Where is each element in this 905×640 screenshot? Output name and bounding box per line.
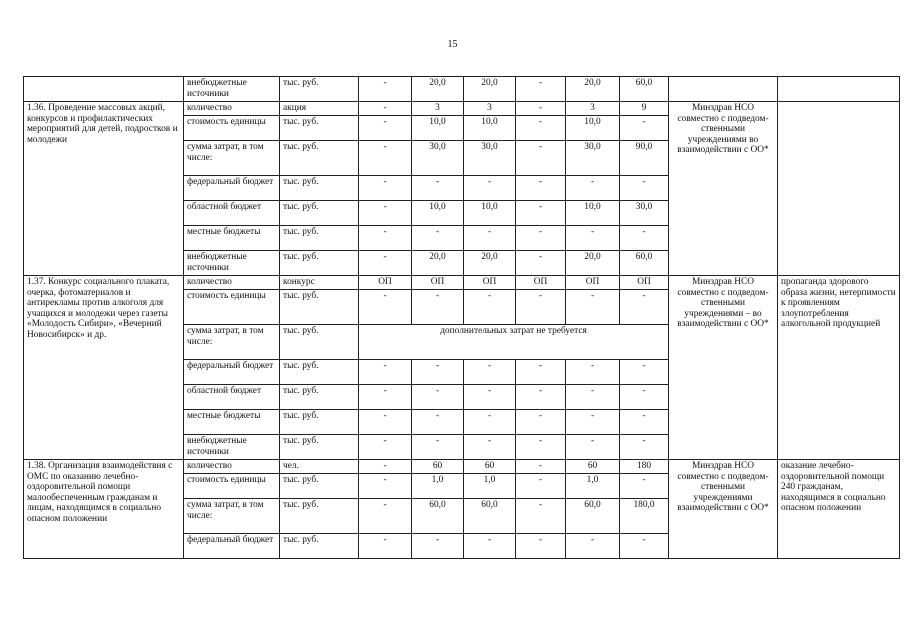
value-cell: 10,0	[412, 201, 464, 226]
value-cell: 20,0	[412, 251, 464, 276]
value-cell: -	[566, 290, 620, 325]
value-cell: -	[464, 176, 516, 201]
value-cell: -	[516, 251, 566, 276]
value-cell: -	[516, 290, 566, 325]
value-cell: 60	[566, 460, 620, 474]
value-cell: -	[566, 410, 620, 435]
value-cell: -	[359, 176, 412, 201]
value-cell: 30,0	[566, 141, 620, 176]
value-cell: -	[359, 102, 412, 116]
unit-cell: тыс. руб.	[280, 226, 359, 251]
value-cell: 10,0	[566, 116, 620, 141]
table-row	[24, 102, 900, 116]
value-cell: -	[516, 410, 566, 435]
value-cell: -	[620, 474, 669, 499]
unit-cell: тыс. руб.	[280, 141, 359, 176]
value-cell: -	[566, 176, 620, 201]
value-cell: 180,0	[620, 499, 669, 534]
executor-cell	[669, 77, 778, 102]
merged-note-cell: дополнительных затрат не требуется	[359, 325, 669, 360]
value-cell: -	[516, 116, 566, 141]
indicator-cell: сумма затрат, в том числе:	[184, 325, 280, 360]
indicator-cell: сумма затрат, в том числе:	[184, 141, 280, 176]
value-cell: -	[566, 435, 620, 460]
unit-cell: тыс. руб.	[280, 251, 359, 276]
value-cell: -	[412, 360, 464, 385]
value-cell: 1,0	[412, 474, 464, 499]
unit-cell: конкурс	[280, 276, 359, 290]
value-cell: 20,0	[464, 251, 516, 276]
value-cell: -	[620, 116, 669, 141]
value-cell: 60,0	[464, 499, 516, 534]
value-cell: -	[464, 534, 516, 559]
value-cell: -	[516, 360, 566, 385]
value-cell: 3	[464, 102, 516, 116]
value-cell: -	[516, 385, 566, 410]
value-cell: -	[412, 435, 464, 460]
value-cell: -	[516, 499, 566, 534]
value-cell: 3	[566, 102, 620, 116]
indicator-cell: стоимость единицы	[184, 290, 280, 325]
unit-cell: акция	[280, 102, 359, 116]
value-cell: -	[359, 141, 412, 176]
value-cell: -	[566, 534, 620, 559]
value-cell: -	[464, 360, 516, 385]
unit-cell: тыс. руб.	[280, 499, 359, 534]
value-cell: 20,0	[566, 77, 620, 102]
value-cell: -	[620, 290, 669, 325]
indicator-cell: количество	[184, 276, 280, 290]
page-number: 15	[447, 39, 458, 50]
value-cell: 60,0	[412, 499, 464, 534]
value-cell: ОП	[566, 276, 620, 290]
indicator-cell: внебюджетные источники	[184, 77, 280, 102]
value-cell: -	[359, 77, 412, 102]
indicator-cell: количество	[184, 460, 280, 474]
value-cell: ОП	[464, 276, 516, 290]
value-cell: 60	[412, 460, 464, 474]
indicator-cell: количество	[184, 102, 280, 116]
indicator-cell: стоимость единицы	[184, 116, 280, 141]
value-cell: -	[359, 226, 412, 251]
unit-cell: тыс. руб.	[280, 201, 359, 226]
value-cell: -	[359, 360, 412, 385]
value-cell: -	[412, 226, 464, 251]
unit-cell: тыс. руб.	[280, 534, 359, 559]
value-cell: -	[620, 385, 669, 410]
value-cell: 1,0	[566, 474, 620, 499]
value-cell: 60	[464, 460, 516, 474]
value-cell: -	[359, 290, 412, 325]
value-cell: 30,0	[464, 141, 516, 176]
value-cell: 30,0	[412, 141, 464, 176]
value-cell: ОП	[359, 276, 412, 290]
unit-cell: чел.	[280, 460, 359, 474]
value-cell: -	[464, 410, 516, 435]
executor-cell: Минздрав НСО совместно с подведом-ственными учреждениями взаимодействии с ОО*	[669, 460, 778, 559]
value-cell: -	[359, 474, 412, 499]
value-cell: -	[516, 435, 566, 460]
activity-cell	[24, 77, 184, 102]
table-row	[24, 276, 900, 290]
value-cell: -	[412, 176, 464, 201]
value-cell: ОП	[412, 276, 464, 290]
value-cell: -	[464, 385, 516, 410]
value-cell: -	[620, 534, 669, 559]
value-cell: -	[516, 141, 566, 176]
result-cell	[778, 77, 900, 102]
result-cell	[778, 102, 900, 276]
value-cell: -	[516, 102, 566, 116]
indicator-cell: федеральный бюджет	[184, 360, 280, 385]
executor-cell: Минздрав НСО совместно с подведом-ственными учреждениями – во взаимодействии с ОО*	[669, 276, 778, 460]
value-cell: -	[516, 474, 566, 499]
result-cell: пропаганда здорового образа жизни, нетерпимости к проявлениям злоупотребления алкогольной продукцией	[778, 276, 900, 460]
value-cell: -	[359, 201, 412, 226]
indicator-cell: внебюджетные источники	[184, 435, 280, 460]
value-cell: -	[566, 360, 620, 385]
value-cell: -	[516, 226, 566, 251]
unit-cell: тыс. руб.	[280, 435, 359, 460]
value-cell: -	[516, 201, 566, 226]
value-cell: 10,0	[412, 116, 464, 141]
unit-cell: тыс. руб.	[280, 290, 359, 325]
value-cell: -	[516, 534, 566, 559]
indicator-cell: местные бюджеты	[184, 410, 280, 435]
value-cell: 9	[620, 102, 669, 116]
unit-cell: тыс. руб.	[280, 360, 359, 385]
unit-cell: тыс. руб.	[280, 77, 359, 102]
value-cell: -	[412, 385, 464, 410]
value-cell: -	[359, 410, 412, 435]
unit-cell: тыс. руб.	[280, 410, 359, 435]
value-cell: 60,0	[620, 251, 669, 276]
value-cell: ОП	[516, 276, 566, 290]
value-cell: 20,0	[464, 77, 516, 102]
value-cell: -	[359, 499, 412, 534]
value-cell: -	[516, 176, 566, 201]
value-cell: 1,0	[464, 474, 516, 499]
value-cell: 10,0	[566, 201, 620, 226]
unit-cell: тыс. руб.	[280, 474, 359, 499]
value-cell: -	[359, 385, 412, 410]
indicator-cell: федеральный бюджет	[184, 534, 280, 559]
table-row	[24, 460, 900, 474]
value-cell: 10,0	[464, 201, 516, 226]
value-cell: -	[359, 534, 412, 559]
value-cell: 30,0	[620, 201, 669, 226]
value-cell: 20,0	[412, 77, 464, 102]
value-cell: 20,0	[566, 251, 620, 276]
value-cell: -	[359, 251, 412, 276]
unit-cell: тыс. руб.	[280, 325, 359, 360]
value-cell: 60,0	[620, 77, 669, 102]
indicator-cell: местные бюджеты	[184, 226, 280, 251]
indicator-cell: стоимость единицы	[184, 474, 280, 499]
value-cell: -	[620, 360, 669, 385]
value-cell: -	[464, 435, 516, 460]
indicator-cell: внебюджетные источники	[184, 251, 280, 276]
value-cell: 90,0	[620, 141, 669, 176]
value-cell: -	[412, 534, 464, 559]
indicator-cell: сумма затрат, в том числе:	[184, 499, 280, 534]
activity-cell: 1.37. Конкурс социального плаката, очерка, фотоматериалов и антирекламы против алкоголя для учащихся и молодежи через газеты «Молодость Сибири», «Вечерний Новосибирск» и др.	[24, 276, 184, 460]
value-cell: -	[620, 435, 669, 460]
value-cell: 180	[620, 460, 669, 474]
indicator-cell: областной бюджет	[184, 385, 280, 410]
value-cell: -	[359, 460, 412, 474]
activity-cell: 1.36. Проведение массовых акций, конкурсов и профилактических мероприятий для детей, подростков и молодежи	[24, 102, 184, 276]
value-cell: -	[620, 176, 669, 201]
indicator-cell: областной бюджет	[184, 201, 280, 226]
value-cell: 60,0	[566, 499, 620, 534]
value-cell: -	[359, 435, 412, 460]
value-cell: -	[464, 226, 516, 251]
value-cell: -	[566, 385, 620, 410]
unit-cell: тыс. руб.	[280, 116, 359, 141]
value-cell: -	[412, 410, 464, 435]
value-cell: -	[620, 410, 669, 435]
table-row	[24, 77, 900, 102]
value-cell: ОП	[620, 276, 669, 290]
value-cell: -	[516, 460, 566, 474]
unit-cell: тыс. руб.	[280, 385, 359, 410]
value-cell: -	[620, 226, 669, 251]
value-cell: -	[359, 116, 412, 141]
unit-cell: тыс. руб.	[280, 176, 359, 201]
program-table	[23, 76, 900, 559]
value-cell: -	[412, 290, 464, 325]
value-cell: 3	[412, 102, 464, 116]
executor-cell: Минздрав НСО совместно с подведом-ственными учреждениями во взаимодействии с ОО*	[669, 102, 778, 276]
activity-cell: 1.38. Организация взаимодействия с ОМС по оказанию лечебно-оздоровительной помощи малообеспеченным гражданам и лицам, находящимся в социально опасном положении	[24, 460, 184, 559]
result-cell: оказание лечебно-оздоровительной помощи 240 гражданам, находящимся в социально опасном положении	[778, 460, 900, 559]
value-cell: -	[566, 226, 620, 251]
value-cell: -	[516, 77, 566, 102]
value-cell: 10,0	[464, 116, 516, 141]
indicator-cell: федеральный бюджет	[184, 176, 280, 201]
value-cell: -	[464, 290, 516, 325]
